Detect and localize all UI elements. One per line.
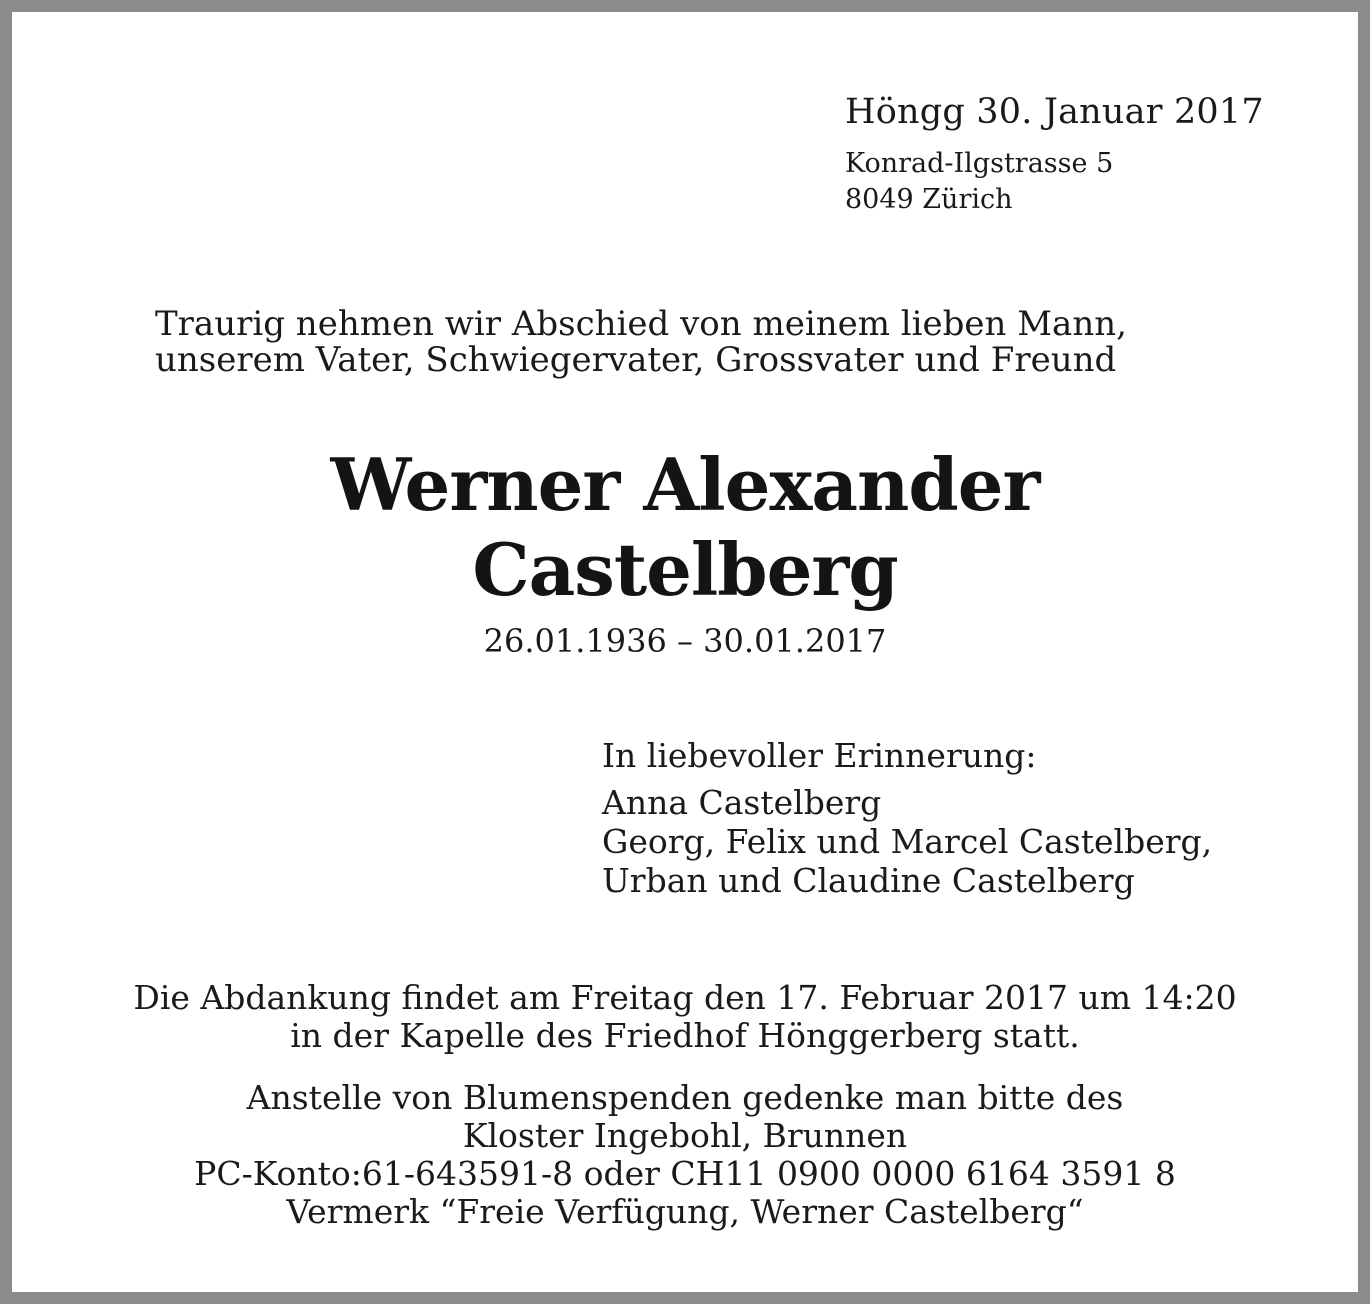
intro-line-1: Traurig nehmen wir Abschied von meinem lieben Mann,	[155, 304, 1127, 344]
place-date: Höngg 30. Januar 2017	[845, 92, 1264, 132]
donation-line-1: Anstelle von Blumenspenden gedenke man bitte des	[246, 1078, 1124, 1117]
donation-account: PC-Konto:61-643591-8 oder CH11 0900 0000 6164 3591 8	[194, 1154, 1176, 1193]
deceased-name-last: Castelberg	[472, 527, 898, 612]
life-dates: 26.01.1936 – 30.01.2017	[483, 622, 887, 660]
donation-note: Vermerk “Freie Verfügung, Werner Castelberg“	[286, 1192, 1084, 1231]
mourner-name: Georg, Felix und Marcel Castelberg,	[602, 822, 1213, 861]
deceased-name-first: Werner Alexander	[330, 442, 1040, 527]
ceremony-line-1: Die Abdankung findet am Freitag den 17. Februar 2017 um 14:20	[133, 978, 1237, 1017]
mourner-name: Anna Castelberg	[602, 783, 882, 822]
donation-line-2: Kloster Ingebohl, Brunnen	[462, 1116, 908, 1155]
mourners-heading: In liebevoller Erinnerung:	[602, 736, 1037, 775]
address-street: Konrad-Ilgstrasse 5	[845, 148, 1114, 179]
intro-line-2: unserem Vater, Schwiegervater, Grossvater und Freund	[155, 340, 1117, 380]
address-city: 8049 Zürich	[845, 184, 1013, 215]
mourner-name: Urban und Claudine Castelberg	[602, 861, 1135, 900]
ceremony-line-2: in der Kapelle des Friedhof Hönggerberg statt.	[290, 1016, 1080, 1055]
obituary-notice	[12, 12, 1358, 1292]
